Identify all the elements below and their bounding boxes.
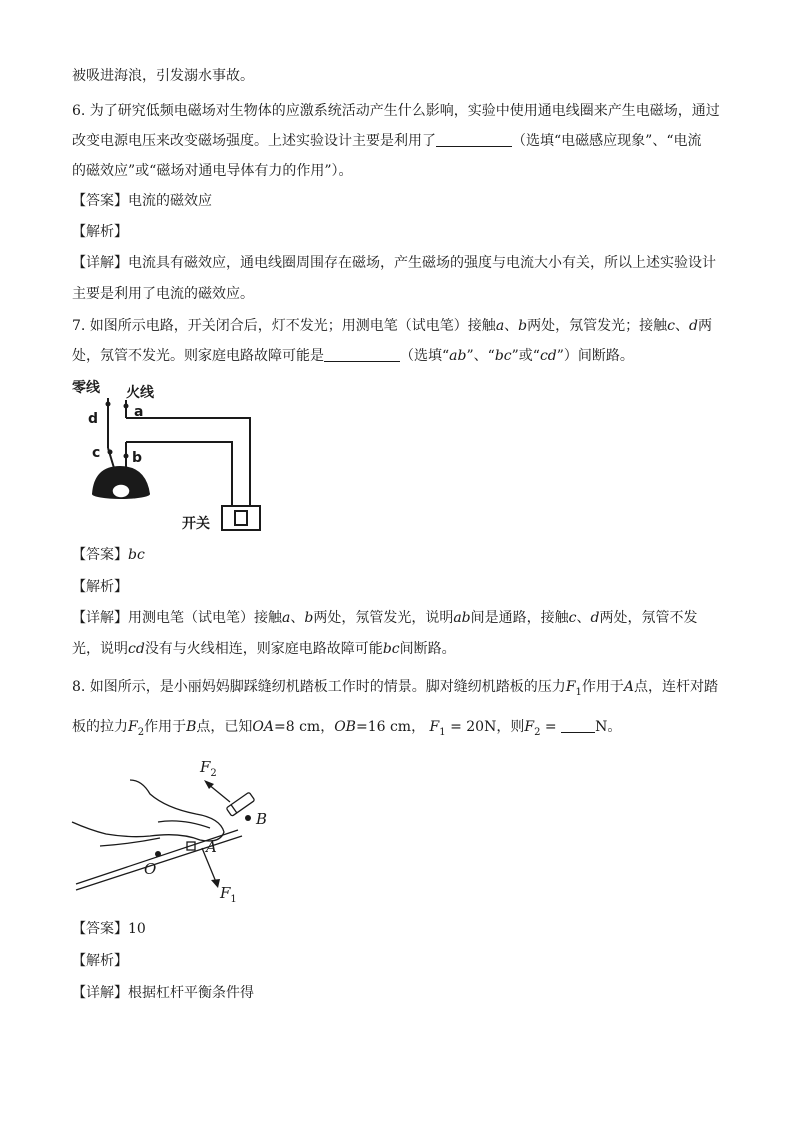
q6-detail1-text: 电流具有磁效应，通电线圈周围存在磁场，产生磁场的强度与电流大小有关，所以上述实验设计 (128, 255, 716, 271)
q8-analysis (72, 951, 128, 971)
f2-label-sub: 2 (210, 768, 217, 779)
q8-answer-text: 10 (128, 921, 146, 937)
q7-detail2-c: 间断路。 (399, 641, 456, 657)
connecting-rod (226, 792, 255, 816)
q8-sub2: 2 (137, 726, 145, 738)
q7-detail-var-ab: ab (453, 610, 471, 626)
q6-detail1 (72, 253, 716, 273)
detail-tag: 【详解】 (72, 255, 128, 271)
q8-ob-value: =16 cm， (355, 719, 426, 735)
q7-opt-cd: cd (539, 348, 557, 364)
q8-force-symbol: F (565, 679, 576, 695)
q7-opt-ab: ab (449, 348, 467, 364)
q7-detail2-b: 没有与火线相连，则家庭电路故障可能 (144, 641, 383, 657)
q8-line2-a: 板的拉力 (72, 719, 128, 735)
q8-detail1-text: 根据杠杆平衡条件得 (128, 985, 254, 1001)
q6-answer-blank (436, 146, 512, 147)
lamp-icon (92, 466, 150, 499)
switch-box (222, 506, 260, 530)
point-b-label: B (256, 810, 268, 828)
foot-heel (100, 838, 160, 846)
point-d-label: d (88, 411, 99, 427)
q7-answer-blank (324, 361, 400, 362)
q7-detail-var-b: b (304, 610, 314, 626)
point-b-label: b (132, 450, 143, 466)
q5-tail: 被吸进海浪，引发溺水事故。 (72, 68, 254, 84)
answer-tag: 【答案】 (72, 193, 128, 209)
circuit-figure (70, 378, 270, 538)
point-o-label: O (144, 860, 157, 878)
point-a-label: A (206, 838, 217, 856)
q8-f2-eq: = (544, 719, 557, 735)
switch-button (235, 511, 247, 525)
switch-label: 开关 (182, 516, 210, 532)
q7-line2 (72, 346, 634, 366)
f1-arrowhead (211, 879, 220, 888)
q7-mid2: ”或“ (511, 348, 540, 364)
q8-oa-value: =8 cm， (273, 719, 335, 735)
q7-answer (72, 545, 145, 565)
q7-detail-var-c: c (568, 610, 577, 626)
q7-detail-var-bc: bc (382, 641, 400, 657)
point-b (124, 454, 129, 459)
q7-detail1-c: 间是通路，接触 (470, 610, 569, 626)
pedal-figure (70, 752, 290, 912)
q6-line2-b: （选填“电磁感应现象”、“电流 (512, 133, 702, 149)
answer-tag: 【答案】 (72, 547, 128, 563)
detail-tag: 【详解】 (72, 985, 128, 1001)
q8-line1-b: 作用于 (581, 679, 624, 695)
q8-line1-a: 8. 如图所示，是小丽妈妈脚踩缝纫机踏板工作时的情景。脚对缝纫机踏板的压力 (72, 679, 566, 695)
q8-force-symbol: F (524, 719, 535, 735)
q7-var-a: a (495, 318, 505, 334)
q8-line2 (72, 717, 621, 743)
analysis-tag: 【解析】 (72, 579, 128, 595)
q7-detail-sep2: 、 (576, 610, 591, 626)
shoe-strap (158, 821, 210, 828)
q7-line1 (72, 316, 712, 336)
analysis-tag: 【解析】 (72, 224, 128, 240)
q8-sub1: 1 (439, 726, 446, 738)
q8-detail1 (72, 983, 254, 1003)
q8-point-a: A (623, 679, 635, 695)
q8-f1-value: = 20N (450, 719, 497, 735)
q7-mid1: ”、“ (466, 348, 495, 364)
q8-oa: OA (252, 719, 274, 735)
f1-label-sub: 1 (230, 894, 237, 905)
f2-arrow-shaft (208, 784, 230, 802)
q8-line1-c: 点，连杆对踏 (634, 679, 719, 695)
q7-detail2-a: 光，说明 (72, 641, 128, 657)
point-a-label: a (134, 404, 144, 420)
q6-line1: 6. 为了研究低频电磁场对生物体的应激系统活动产生什么影响，实验中使用通电线圈来产生电磁场，通过 (72, 103, 720, 119)
live-wire-label: 火线 (126, 385, 154, 401)
q6-line2-a: 改变电源电压来改变磁场强度。上述实验设计主要是利用了 (72, 133, 436, 149)
q8-sub2: 2 (534, 726, 541, 738)
q6-answer-text: 电流的磁效应 (128, 193, 212, 209)
point-c-label: c (92, 445, 101, 461)
q7-detail1-d: 两处，氖管不发 (599, 610, 698, 626)
neutral-wire-label: 零线 (72, 380, 100, 396)
q7-detail1 (72, 608, 697, 628)
q8-point-b: B (186, 719, 197, 735)
q7-line2-c: ”）间断路。 (556, 348, 634, 364)
q8-answer (72, 919, 146, 939)
f2-label-f: F (200, 758, 211, 776)
q7-line1-a: 7. 如图所示电路，开关闭合后，灯不发光；用测电笔（试电笔）接触 (72, 318, 496, 334)
q7-sep1: 、 (504, 318, 519, 334)
q7-line1-c: 两 (697, 318, 712, 334)
q8-sub1: 1 (575, 686, 582, 698)
q6-line2 (72, 131, 701, 151)
q6-analysis (72, 222, 128, 242)
q7-sep2: 、 (674, 318, 689, 334)
q8-then: ，则 (496, 719, 525, 735)
q8-answer-blank (561, 732, 595, 733)
q7-detail-var-a: a (282, 610, 291, 626)
point-o (155, 851, 161, 857)
point-d (106, 402, 111, 407)
q7-var-d: d (688, 318, 698, 334)
q7-line1-b: 两处，氖管发光；接触 (527, 318, 668, 334)
f1-label-f: F (220, 884, 231, 902)
point-c (108, 450, 113, 455)
q7-detail-sep: 、 (290, 610, 305, 626)
q7-var-c: c (667, 318, 675, 334)
point-b (245, 815, 251, 821)
q7-line2-a: 处，氖管不发光。则家庭电路故障可能是 (72, 348, 324, 364)
q8-force-symbol: F (429, 719, 440, 735)
f1-label (219, 884, 237, 905)
detail-tag: 【详解】 (72, 610, 128, 626)
q7-line2-b: （选填“ (400, 348, 450, 364)
q7-detail-var-cd: cd (128, 641, 145, 657)
q8-line2-c: 点，已知 (196, 719, 253, 735)
q7-detail-var-d: d (590, 610, 600, 626)
q7-detail1-a: 用测电笔（试电笔）接触 (128, 610, 282, 626)
analysis-tag: 【解析】 (72, 953, 128, 969)
q8-line1 (72, 677, 718, 703)
q8-force-symbol: F (128, 719, 138, 735)
q7-detail1-b: 两处，氖管发光，说明 (313, 610, 454, 626)
q7-answer-text: bc (128, 547, 145, 563)
answer-tag: 【答案】 (72, 921, 128, 937)
q7-opt-bc: bc (494, 348, 512, 364)
q8-unit: N。 (595, 719, 622, 735)
q7-var-b: b (518, 318, 528, 334)
q8-line2-b: 作用于 (144, 719, 187, 735)
q7-analysis (72, 577, 128, 597)
q7-detail2 (72, 639, 456, 659)
f2-label (199, 758, 217, 779)
q6-detail2: 主要是利用了电流的磁效应。 (72, 286, 254, 302)
q6-line3: 的磁效应”或“磁场对通电导体有力的作用”）。 (72, 163, 353, 179)
q6-answer (72, 191, 212, 211)
point-a (124, 404, 129, 409)
q8-ob: OB (334, 719, 356, 735)
foot-outline (72, 780, 224, 841)
